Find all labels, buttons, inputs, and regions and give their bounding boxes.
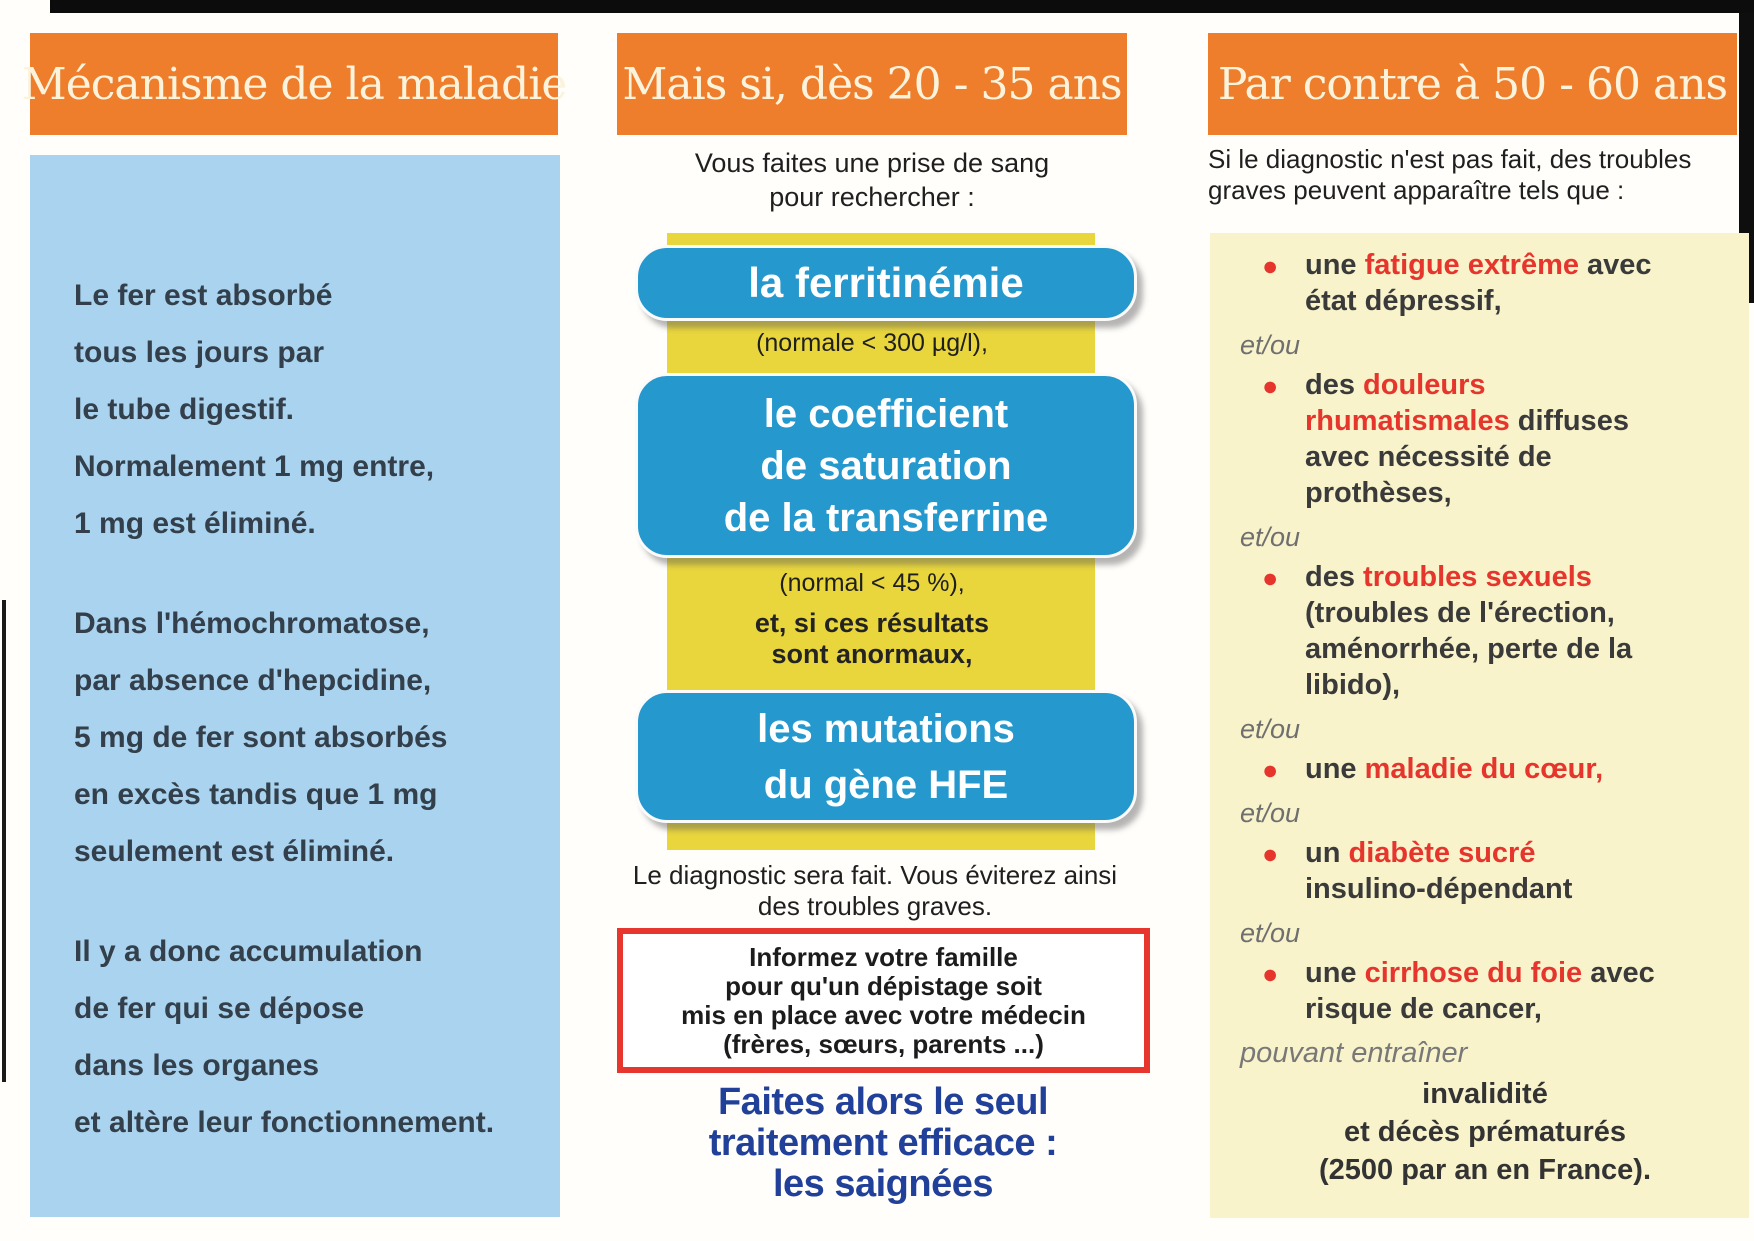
age-20-35-header bbox=[617, 33, 1127, 135]
test-name-line: les mutations bbox=[757, 706, 1015, 751]
bullet-icon: ● bbox=[1262, 959, 1279, 989]
test-name-line: de saturation bbox=[760, 443, 1012, 488]
text-line: dans les organes bbox=[74, 1049, 320, 1082]
symptom-diabete bbox=[1210, 835, 1749, 907]
symptom-text: insulino-dépendant bbox=[1305, 873, 1573, 905]
symptom-douleurs bbox=[1210, 367, 1749, 511]
text-line: et décès prématurés bbox=[1343, 1116, 1627, 1148]
bullet-icon: ● bbox=[1262, 755, 1279, 785]
text-line: graves peuvent apparaître tels que : bbox=[1208, 175, 1625, 205]
scan-artifact-left-line bbox=[2, 600, 6, 1082]
text-line: Si le diagnostic n'est pas fait, des troubles bbox=[1208, 144, 1692, 174]
symptom-cirrhose bbox=[1210, 955, 1749, 1027]
text-line: Il y a donc accumulation bbox=[74, 935, 423, 968]
symptom-text: des bbox=[1305, 561, 1364, 593]
text-line: Le diagnostic sera fait. Vous éviterez ainsi bbox=[632, 860, 1118, 890]
mechanism-header-title: Mécanisme de la maladie bbox=[21, 58, 567, 110]
bullet-icon: ● bbox=[1262, 251, 1279, 281]
test-name-line: le coefficient bbox=[763, 391, 1009, 436]
blood-test-intro bbox=[617, 146, 1127, 214]
text-line: Faites alors le seul bbox=[717, 1081, 1049, 1123]
age-50-60-header bbox=[1208, 33, 1737, 135]
treatment-callout bbox=[600, 1082, 1166, 1205]
etou-label: et/ou bbox=[1240, 522, 1301, 552]
symptom-text: une bbox=[1305, 753, 1365, 785]
text-line: traitement efficace : bbox=[708, 1122, 1058, 1164]
text-line: Informez votre famille bbox=[749, 941, 1018, 972]
etou-label: et/ou bbox=[1240, 798, 1301, 828]
pouvant-entrainer-label: pouvant entraîner bbox=[1240, 1037, 1468, 1069]
saturation-normal-note: (normal < 45 %), bbox=[779, 569, 965, 597]
text-line: pour qu'un dépistage soit bbox=[725, 970, 1042, 1001]
mechanism-header bbox=[21, 33, 567, 135]
symptom-text: état dépressif, bbox=[1305, 285, 1502, 317]
text-line: invalidité bbox=[1422, 1078, 1548, 1110]
etou-label: et/ou bbox=[1240, 714, 1301, 744]
age-20-35-header-title: Mais si, dès 20 - 35 ans bbox=[622, 58, 1122, 110]
symptom-text: avec bbox=[1582, 957, 1655, 989]
symptom-text: prothèses, bbox=[1305, 477, 1452, 509]
consequences-footer bbox=[1245, 1075, 1725, 1189]
text-line: (2500 par an en France). bbox=[1318, 1154, 1652, 1186]
etou-label: et/ou bbox=[1240, 918, 1301, 948]
test-box-ferritinemie bbox=[635, 245, 1137, 321]
symptoms-panel bbox=[1210, 233, 1749, 1218]
symptom-fatigue bbox=[1210, 247, 1749, 319]
text-line: tous les jours par bbox=[74, 336, 325, 369]
diagnosis-outcome bbox=[595, 860, 1155, 922]
text-line: et, si ces résultats bbox=[754, 608, 990, 638]
symptom-coeur bbox=[1210, 751, 1749, 787]
symptom-text: libido), bbox=[1305, 669, 1401, 701]
text-line: Normalement 1 mg entre, bbox=[74, 450, 435, 483]
text-line: par absence d'hepcidine, bbox=[74, 664, 432, 697]
text-line: le tube digestif. bbox=[74, 393, 295, 426]
test-name-line: du gène HFE bbox=[763, 762, 1009, 807]
scan-artifact-top-bar bbox=[50, 0, 1754, 13]
symptom-red-term: douleurs bbox=[1363, 369, 1486, 401]
symptom-red-term: troubles sexuels bbox=[1363, 561, 1592, 593]
text-line: seulement est éliminé. bbox=[74, 835, 395, 868]
text-line: 5 mg de fer sont absorbés bbox=[74, 721, 448, 754]
mechanism-panel bbox=[30, 155, 560, 1217]
symptom-red-term: rhumatismales bbox=[1305, 405, 1510, 437]
symptom-text: aménorrhée, perte de la bbox=[1305, 633, 1633, 665]
mechanism-paragraph bbox=[74, 267, 540, 552]
text-line: en excès tandis que 1 mg bbox=[74, 778, 438, 811]
symptom-troubles-sexuels bbox=[1210, 559, 1749, 703]
age-50-60-header-title: Par contre à 50 - 60 ans bbox=[1217, 58, 1728, 110]
text-line: Dans l'hémochromatose, bbox=[74, 607, 430, 640]
symptom-text: (troubles de l'érection, bbox=[1305, 597, 1615, 629]
bullet-icon: ● bbox=[1262, 839, 1279, 869]
symptom-red-term: fatigue extrême bbox=[1364, 249, 1579, 281]
symptom-text: des bbox=[1305, 369, 1364, 401]
text-line: Le fer est absorbé bbox=[74, 279, 333, 312]
symptom-text: une bbox=[1305, 249, 1365, 281]
symptom-text: un bbox=[1305, 837, 1349, 869]
symptom-text: une bbox=[1305, 957, 1365, 989]
text-line: des troubles graves. bbox=[757, 891, 993, 921]
test-name-line: de la transferrine bbox=[723, 495, 1049, 540]
mechanism-paragraph bbox=[74, 595, 540, 880]
text-line: 1 mg est éliminé. bbox=[74, 507, 316, 540]
text-line: et altère leur fonctionnement. bbox=[74, 1106, 495, 1139]
text-line: (frères, sœurs, parents ...) bbox=[723, 1028, 1044, 1059]
bullet-icon: ● bbox=[1262, 371, 1279, 401]
test-name: la ferritinémie bbox=[748, 259, 1024, 306]
text-line: pour rechercher : bbox=[769, 182, 975, 212]
no-diagnosis-intro bbox=[1208, 144, 1753, 206]
symptom-red-term: cirrhose du foie bbox=[1364, 957, 1583, 989]
text-line: de fer qui se dépose bbox=[74, 992, 365, 1025]
symptom-red-term: maladie du cœur, bbox=[1364, 753, 1604, 785]
symptom-text: avec nécessité de bbox=[1305, 441, 1552, 473]
test-box-hfe-mutations bbox=[635, 690, 1137, 823]
test-box-saturation bbox=[635, 373, 1137, 558]
mechanism-paragraph bbox=[74, 923, 540, 1151]
text-line: Vous faites une prise de sang bbox=[694, 148, 1050, 178]
symptom-text: risque de cancer, bbox=[1305, 993, 1542, 1025]
symptom-text: avec bbox=[1578, 249, 1652, 281]
inform-family-box bbox=[617, 928, 1150, 1073]
ferritinemie-normal-note: (normale < 300 µg/l), bbox=[756, 329, 988, 357]
bullet-icon: ● bbox=[1262, 563, 1279, 593]
symptom-red-term: diabète sucré bbox=[1348, 837, 1536, 869]
text-line: mis en place avec votre médecin bbox=[681, 999, 1086, 1030]
etou-label: et/ou bbox=[1240, 330, 1301, 360]
text-line: sont anormaux, bbox=[771, 639, 973, 669]
symptom-text: diffuses bbox=[1509, 405, 1629, 437]
text-line: les saignées bbox=[772, 1163, 994, 1205]
abnormal-results-condition bbox=[617, 608, 1127, 670]
